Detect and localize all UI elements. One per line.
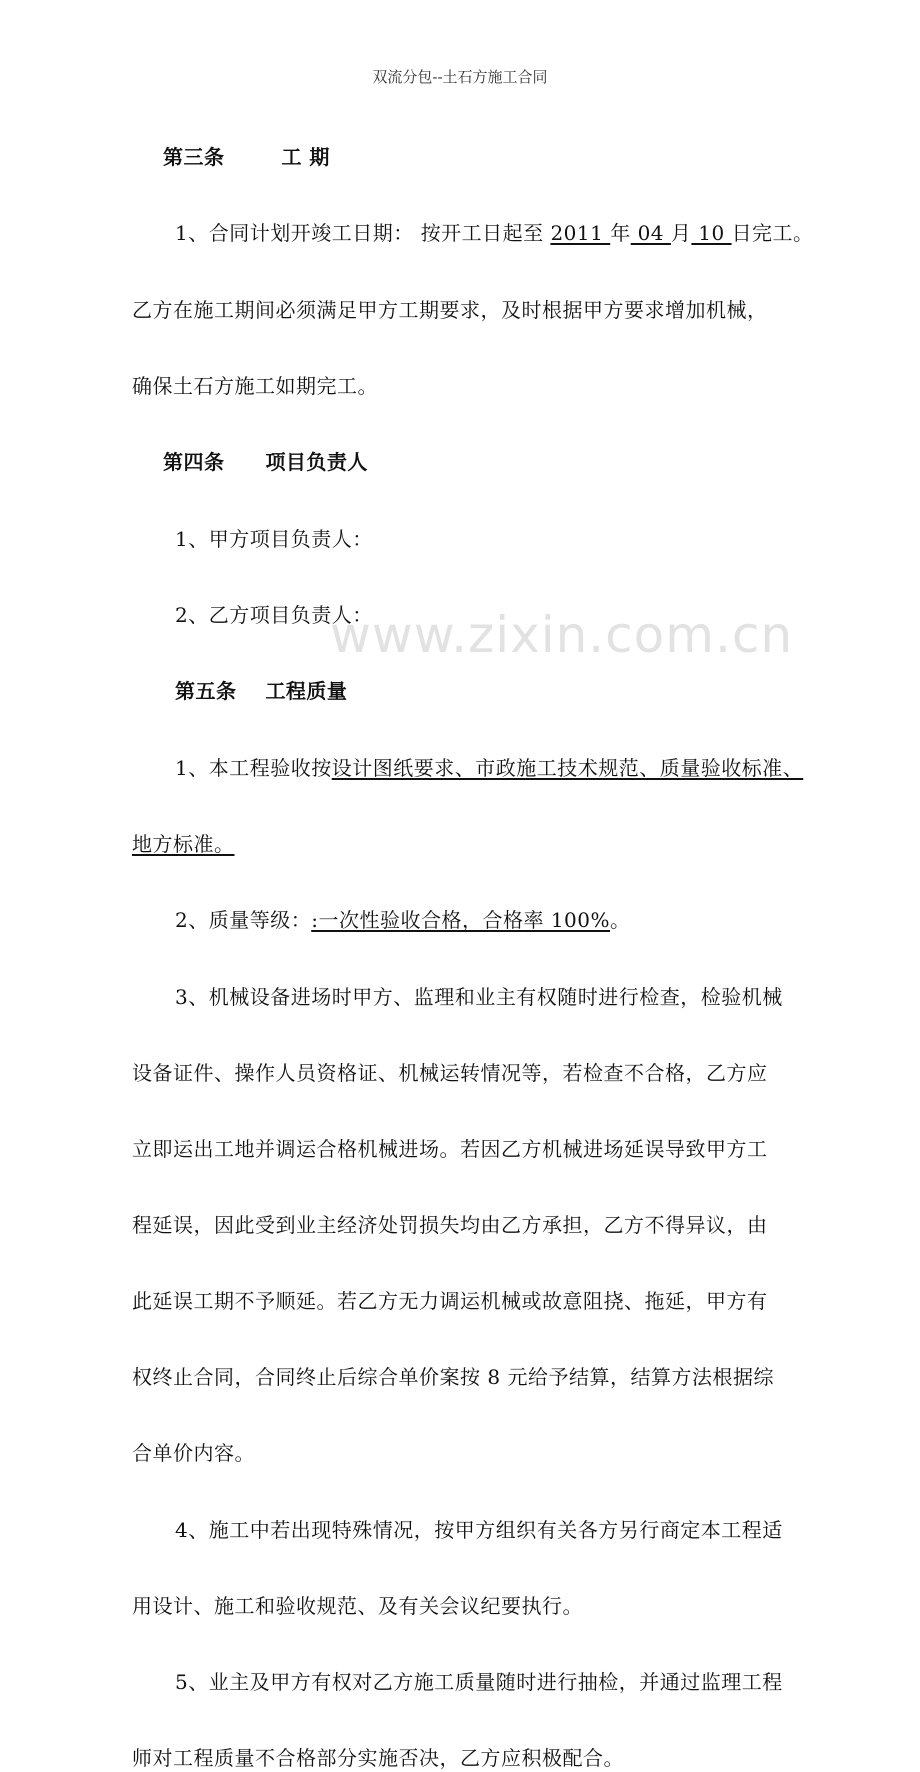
article-3-title: 工 期 [281, 145, 330, 169]
article-3-heading [163, 143, 863, 171]
article-5-para-3-line-3: 立即运出工地并调运合格机械进场。若因乙方机械进场延误导致甲方工 [132, 1137, 768, 1161]
article-5-para-3-line-4: 程延误，因此受到业主经济处罚损失均由乙方承担，乙方不得异议，由 [132, 1213, 768, 1237]
page-header: 双流分包--土石方施工合同 [372, 68, 548, 86]
article-5-number: 第五条 [175, 679, 237, 703]
end-year: 2011 [550, 221, 611, 245]
end-day: 10 [691, 221, 732, 245]
article-5-para-4-line-2: 用设计、施工和验收规范、及有关会议纪要执行。 [132, 1594, 583, 1618]
article-5-para-3-line-2: 设备证件、操作人员资格证、机械运转情况等，若检查不合格，乙方应 [132, 1061, 768, 1085]
article-3-para-1-line-2: 乙方在施工期间必须满足甲方工期要求，及时根据甲方要求增加机械， [132, 298, 768, 322]
article-5-para-3-line-6: 权终止合同，合同终止后综合单价案按 8 元给予结算，结算方法根据综 [132, 1365, 774, 1389]
article-5-para-5-line-1: 5、业主及甲方有权对乙方施工质量随时进行抽检，并通过监理工程 [175, 1670, 783, 1694]
article-5-para-5-line-2: 师对工程质量不合格部分实施否决，乙方应积极配合。 [132, 1746, 624, 1770]
article-4-number: 第四条 [163, 450, 225, 474]
article-5-title: 工程质量 [265, 679, 348, 703]
article-5-para-4-line-1: 4、施工中若出现特殊情况，按甲方组织有关各方另行商定本工程适 [175, 1518, 783, 1542]
article-3-para-1: 1、合同计划开竣工日期： 按开工日起至 2011 年 04 月 10 日完工。 [175, 221, 814, 245]
article-3-number: 第三条 [163, 145, 225, 169]
article-4-item-2: 2、乙方项目负责人： [175, 603, 373, 627]
article-4-heading [163, 448, 863, 476]
article-5-para-3-line-5: 此延误工期不予顺延。若乙方无力调运机械或故意阻挠、拖延，甲方有 [132, 1289, 768, 1313]
end-month: 04 [630, 221, 671, 245]
article-5-para-2: 2、质量等级：:一次性验收合格，合格率 100%。 [175, 908, 631, 932]
article-5-para-3-line-7: 合单价内容。 [132, 1441, 255, 1465]
article-4-title: 项目负责人 [265, 450, 368, 474]
watermark: www.zixin.com.cn [330, 606, 794, 664]
acceptance-standards: 设计图纸要求、市政施工技术规范、质量验收标准、 [331, 756, 804, 780]
article-5-para-1-line-2: 地方标准。 [132, 832, 235, 856]
article-4-item-1: 1、甲方项目负责人： [175, 527, 373, 551]
article-3-para-1-line-3: 确保土石方施工如期完工。 [132, 374, 378, 398]
quality-grade: :一次性验收合格，合格率 100% [311, 908, 611, 932]
article-5-para-1: 1、本工程验收按设计图纸要求、市政施工技术规范、质量验收标准、 [175, 756, 804, 780]
article-5-heading [175, 677, 875, 705]
article-5-para-3-line-1: 3、机械设备进场时甲方、监理和业主有权随时进行检查，检验机械 [175, 985, 783, 1009]
